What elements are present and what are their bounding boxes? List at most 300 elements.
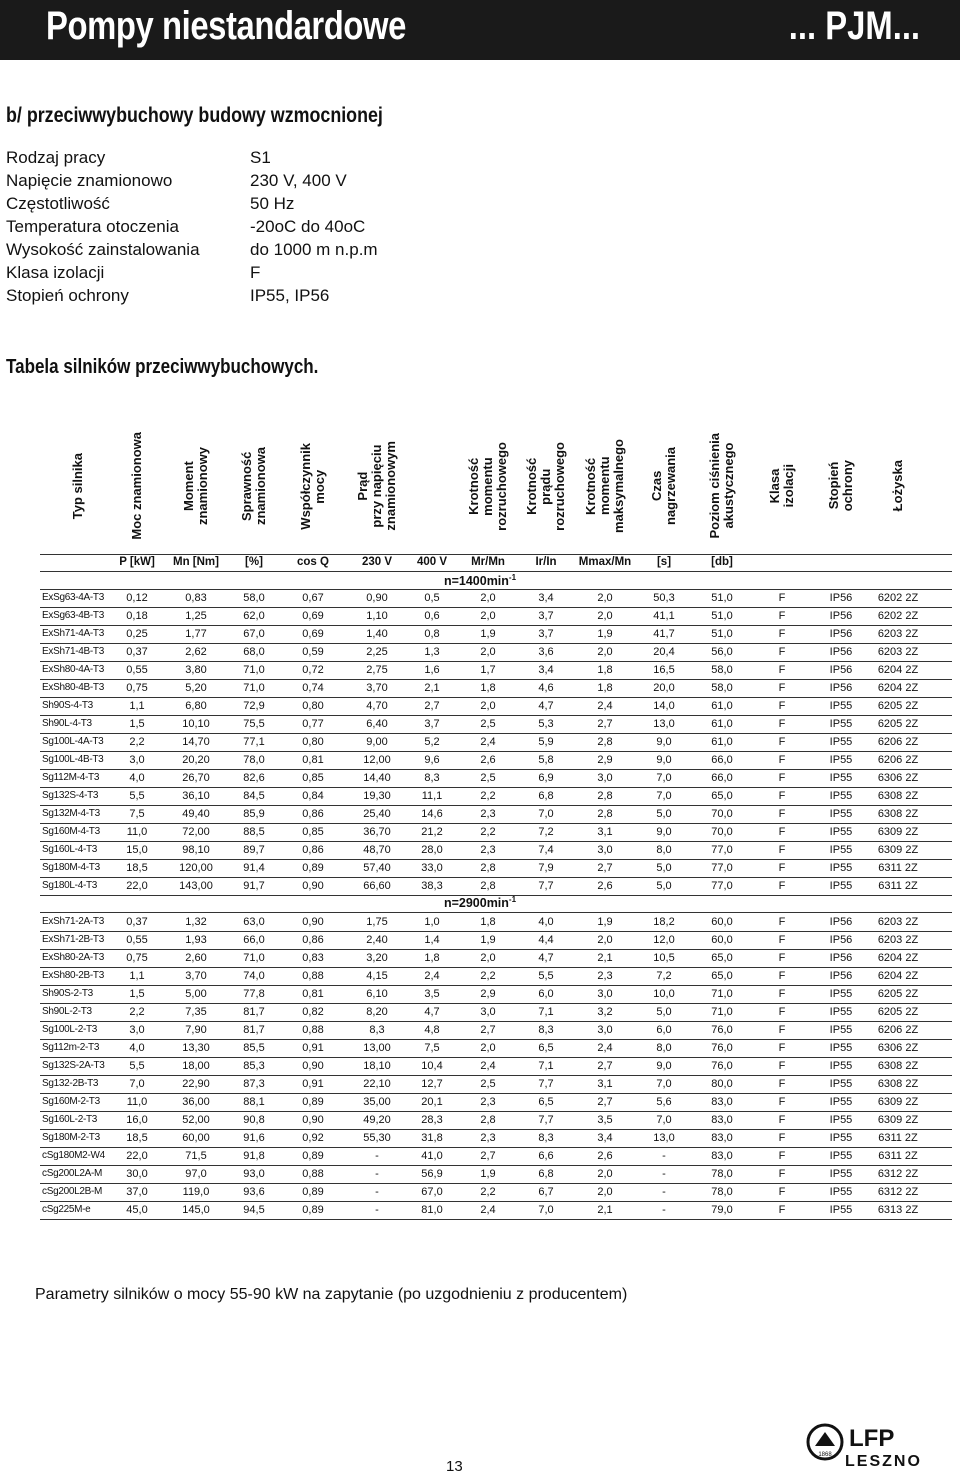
table-cell: 0,81 xyxy=(302,988,324,1000)
table-cell: 5,3 xyxy=(538,718,554,730)
spec-label: Klasa izolacji xyxy=(6,263,105,282)
table-cell: 77,0 xyxy=(711,862,733,874)
table-cell: 3,0 xyxy=(597,772,613,784)
table-row xyxy=(0,625,960,643)
table-cell: 6,0 xyxy=(538,988,554,1000)
table-cell: 1,75 xyxy=(366,916,388,928)
table-cell: 3,0 xyxy=(597,988,613,1000)
table-cell: 9,0 xyxy=(656,1060,672,1072)
table-cell: F xyxy=(778,1078,786,1090)
table-cell: 85,5 xyxy=(243,1042,265,1054)
table-cell: 0,83 xyxy=(185,592,207,604)
table-cell: 20,20 xyxy=(182,754,210,766)
table-cell: 6,8 xyxy=(538,790,554,802)
table-row xyxy=(0,823,960,841)
table-cell: 77,0 xyxy=(711,844,733,856)
table-cell: 81,0 xyxy=(421,1204,443,1216)
table-cell: 51,0 xyxy=(711,610,733,622)
table-cell: 2,0 xyxy=(597,610,613,622)
table-row xyxy=(0,1129,960,1147)
table-cell: 14,40 xyxy=(363,772,391,784)
table-cell: 1,1 xyxy=(129,970,145,982)
table-cell: 0,5 xyxy=(424,592,440,604)
table-cell: F xyxy=(778,1132,786,1144)
table-cell: 6,5 xyxy=(538,1042,554,1054)
table-cell: 89,7 xyxy=(243,844,265,856)
column-header-label: Poziom ciśnienia akustycznego xyxy=(707,433,736,539)
table-cell: - xyxy=(375,1204,379,1216)
table-cell: 7,0 xyxy=(656,1114,672,1126)
table-row xyxy=(0,877,960,895)
table-cell: 2,2 xyxy=(480,826,496,838)
motor-type-cell: ExSh71-2A-T3 xyxy=(42,916,104,927)
table-cell: 1,9 xyxy=(480,1168,496,1180)
table-cell: 7,7 xyxy=(538,1114,554,1126)
table-cell: 79,0 xyxy=(711,1204,733,1216)
table-cell: 1,9 xyxy=(480,628,496,640)
spec-row xyxy=(6,261,378,284)
table-cell: IP56 xyxy=(829,592,853,604)
table-cell: 88,1 xyxy=(243,1096,265,1108)
table-cell: 0,88 xyxy=(302,1168,324,1180)
table-row xyxy=(0,1021,960,1039)
table-cell: 0,86 xyxy=(302,808,324,820)
table-cell: 49,40 xyxy=(182,808,210,820)
table-cell: 11,0 xyxy=(126,1096,148,1108)
table-cell: 2,3 xyxy=(480,1096,496,1108)
table-cell: IP56 xyxy=(829,628,853,640)
column-header-label: Moment znamionowy xyxy=(181,446,210,525)
table-cell: 97,0 xyxy=(185,1168,207,1180)
table-cell: 38,3 xyxy=(421,880,443,892)
table-cell: 85,3 xyxy=(243,1060,265,1072)
motor-type-cell: cSg200L2A-M xyxy=(42,1168,103,1179)
table-cell: 67,0 xyxy=(243,628,265,640)
table-cell: 0,69 xyxy=(302,628,324,640)
table-cell: 72,9 xyxy=(243,700,265,712)
table-cell: F xyxy=(778,970,786,982)
table-cell: 6311 2Z xyxy=(878,1132,918,1144)
motor-type-cell: ExSh80-4A-T3 xyxy=(42,664,104,675)
table-cell: IP55 xyxy=(829,1096,853,1108)
table-row xyxy=(0,985,960,1003)
table-cell: F xyxy=(778,826,786,838)
table-cell: IP55 xyxy=(829,1186,853,1198)
table-cell: 3,7 xyxy=(538,628,554,640)
table-cell: F xyxy=(778,934,786,946)
table-cell: 3,1 xyxy=(597,1078,613,1090)
table-cell: 72,00 xyxy=(182,826,210,838)
table-row xyxy=(0,769,960,787)
unit-label: P [kW] xyxy=(119,556,155,568)
table-cell: 1,93 xyxy=(185,934,207,946)
spec-label: Stopień ochrony xyxy=(6,286,129,305)
table-cell: 21,2 xyxy=(421,826,443,838)
table-cell: 7,5 xyxy=(129,808,145,820)
table-row xyxy=(0,589,960,607)
table-cell: 76,0 xyxy=(711,1060,733,1072)
table-cell: 1,5 xyxy=(129,988,145,1000)
table-cell: 52,00 xyxy=(182,1114,210,1126)
table-cell: F xyxy=(778,1024,786,1036)
table-cell: F xyxy=(778,1186,786,1198)
table-cell: 6311 2Z xyxy=(878,862,918,874)
table-cell: 2,7 xyxy=(597,1060,613,1072)
table-cell: 6312 2Z xyxy=(877,1168,919,1180)
table-cell: 6308 2Z xyxy=(877,808,919,820)
table-cell: 71,0 xyxy=(243,664,265,676)
table-cell: 5,5 xyxy=(538,970,554,982)
table-cell: 6,0 xyxy=(656,1024,672,1036)
table-cell: 66,0 xyxy=(243,934,265,946)
unit-label: cos Q xyxy=(297,556,329,568)
table-cell: 2,4 xyxy=(424,970,440,982)
table-cell: 6203 2Z xyxy=(877,646,919,658)
table-cell: 7,4 xyxy=(538,844,554,856)
table-cell: 48,70 xyxy=(363,844,391,856)
table-cell: 83,0 xyxy=(711,1150,733,1162)
table-cell: 3,0 xyxy=(129,754,145,766)
table-cell: F xyxy=(778,772,786,784)
table-cell: 77,1 xyxy=(243,736,265,748)
table-cell: 4,0 xyxy=(538,916,554,928)
table-cell: 1,9 xyxy=(480,934,496,946)
column-header-label: Moc znamionowa xyxy=(129,432,144,540)
table-cell: 7,35 xyxy=(185,1006,207,1018)
table-row xyxy=(0,643,960,661)
spec-row xyxy=(6,192,378,215)
column-header xyxy=(516,418,576,554)
table-cell: 57,40 xyxy=(363,862,391,874)
table-cell: 7,0 xyxy=(129,1078,145,1090)
table-cell: 8,3 xyxy=(424,772,440,784)
table-cell: 2,60 xyxy=(185,952,207,964)
spec-value: do 1000 m n.p.m xyxy=(250,240,378,259)
table-cell: 66,60 xyxy=(363,880,391,892)
table-cell: 0,86 xyxy=(302,934,324,946)
table-cell: 35,00 xyxy=(363,1096,391,1108)
spec-value: 230 V, 400 V xyxy=(250,171,347,190)
table-cell: 0,90 xyxy=(302,880,324,892)
table-cell: 0,84 xyxy=(302,790,324,802)
table-cell: 0,80 xyxy=(302,736,324,748)
table-row xyxy=(0,661,960,679)
motor-type-cell: Sg100L-4A-T3 xyxy=(42,736,104,747)
table-cell: 6306 2Z xyxy=(877,1042,919,1054)
table-cell: 1,32 xyxy=(185,916,207,928)
table-cell: 7,1 xyxy=(538,1060,554,1072)
motor-type-cell: ExSh80-4B-T3 xyxy=(42,682,104,693)
table-cell: 62,0 xyxy=(243,610,265,622)
table-cell: 22,90 xyxy=(182,1078,210,1090)
table-cell: 93,0 xyxy=(243,1168,265,1180)
table-cell: 13,30 xyxy=(182,1042,210,1054)
unit-label: [%] xyxy=(245,556,263,568)
table-cell: 4,15 xyxy=(366,970,388,982)
table-cell: 7,0 xyxy=(656,1078,672,1090)
table-cell: 41,1 xyxy=(653,610,675,622)
table-cell: F xyxy=(778,754,786,766)
table-cell: 8,0 xyxy=(656,1042,672,1054)
table-cell: 77,8 xyxy=(243,988,265,1000)
table-cell: 18,5 xyxy=(126,862,148,874)
table-cell: - xyxy=(375,1168,379,1180)
motor-type-cell: Sg132M-4-T3 xyxy=(42,808,100,819)
table-cell: 10,10 xyxy=(182,718,210,730)
table-row xyxy=(0,1003,960,1021)
table-cell: 0,89 xyxy=(302,1204,324,1216)
column-header xyxy=(458,418,518,554)
table-cell: 6308 2Z xyxy=(877,1078,919,1090)
table-cell: 0,55 xyxy=(126,934,148,946)
table-cell: 3,7 xyxy=(424,718,440,730)
table-cell: 65,0 xyxy=(711,790,733,802)
table-cell: 25,40 xyxy=(363,808,391,820)
table-cell: 2,9 xyxy=(597,754,613,766)
table-cell: 6,10 xyxy=(366,988,388,1000)
table-cell: 1,9 xyxy=(597,916,613,928)
table-row xyxy=(0,931,960,949)
column-header-label: Typ silnika xyxy=(70,452,85,520)
table-cell: 0,89 xyxy=(302,1150,324,1162)
table-cell: IP55 xyxy=(829,700,853,712)
table-cell: 2,4 xyxy=(480,736,496,748)
table-cell: IP56 xyxy=(829,916,853,928)
table-cell: 70,0 xyxy=(711,826,733,838)
table-cell: IP55 xyxy=(829,1006,853,1018)
table-cell: 3,5 xyxy=(424,988,440,1000)
table-cell: 6203 2Z xyxy=(877,916,919,928)
table-cell: 28,0 xyxy=(421,844,443,856)
table-cell: IP55 xyxy=(829,1150,853,1162)
table-cell: 88,5 xyxy=(243,826,265,838)
table-cell: 65,0 xyxy=(711,970,733,982)
table-row xyxy=(0,967,960,985)
spec-value: -20oC do 40oC xyxy=(250,217,366,236)
table-cell: 31,8 xyxy=(421,1132,443,1144)
table-cell: 2,6 xyxy=(597,880,613,892)
table-cell: - xyxy=(375,1186,379,1198)
table-cell: 75,5 xyxy=(243,718,265,730)
column-header-label: Stopień ochrony xyxy=(826,460,855,512)
table-cell: 0,91 xyxy=(302,1078,324,1090)
table-cell: 9,0 xyxy=(656,736,672,748)
table-cell: IP55 xyxy=(829,880,853,892)
table-cell: 2,0 xyxy=(597,934,613,946)
table-cell: 8,0 xyxy=(656,844,672,856)
table-cell: F xyxy=(778,844,786,856)
table-cell: 76,0 xyxy=(711,1024,733,1036)
table-cell: 84,5 xyxy=(243,790,265,802)
table-cell: 55,30 xyxy=(363,1132,391,1144)
table-row xyxy=(0,679,960,697)
table-cell: F xyxy=(778,862,786,874)
table-cell: 2,3 xyxy=(597,970,613,982)
table-cell: - xyxy=(662,1150,666,1162)
spec-value: IP55, IP56 xyxy=(250,286,330,305)
table-cell: 6204 2Z xyxy=(877,970,919,982)
table-cell: 7,9 xyxy=(538,862,554,874)
table-cell: 3,70 xyxy=(366,682,388,694)
table-cell: 71,5 xyxy=(185,1150,207,1162)
page-title: Pompy niestandardowe xyxy=(46,4,406,48)
table-cell: 3,80 xyxy=(185,664,207,676)
unit-label: Mr/Mn xyxy=(471,556,505,568)
spec-list xyxy=(6,146,378,307)
column-header-label: Krotność momentu maksymalnego xyxy=(583,439,626,533)
column-header xyxy=(107,418,167,554)
table-cell: 5,8 xyxy=(538,754,554,766)
table-cell: 6309 2Z xyxy=(877,1114,919,1126)
table-cell: 5,0 xyxy=(656,1006,672,1018)
table-cell: 1,7 xyxy=(480,664,496,676)
motor-type-cell: Sh90S-4-T3 xyxy=(42,700,93,711)
table-cell: 2,2 xyxy=(480,1186,496,1198)
table-cell: 1,6 xyxy=(424,664,440,676)
table-cell: 1,4 xyxy=(424,934,440,946)
column-header xyxy=(811,418,871,554)
table-cell: 6202 2Z xyxy=(877,592,919,604)
table-cell: 3,20 xyxy=(366,952,388,964)
table-cell: 13,00 xyxy=(363,1042,391,1054)
table-cell: 5,0 xyxy=(656,862,672,874)
table-row xyxy=(0,733,960,751)
table-cell: 36,10 xyxy=(182,790,210,802)
table-cell: 3,1 xyxy=(597,826,613,838)
table-cell: 5,5 xyxy=(129,1060,145,1072)
table-cell: 87,3 xyxy=(243,1078,265,1090)
table-cell: 1,8 xyxy=(597,682,613,694)
table-cell: 6204 2Z xyxy=(877,664,919,676)
spec-row xyxy=(6,284,378,307)
table-cell: F xyxy=(778,808,786,820)
table-cell: 0,85 xyxy=(302,772,324,784)
table-cell: 3,0 xyxy=(597,844,613,856)
table-cell: 18,10 xyxy=(363,1060,391,1072)
table-cell: 4,0 xyxy=(129,1042,145,1054)
table-cell: 1,10 xyxy=(366,610,388,622)
table-cell: - xyxy=(662,1186,666,1198)
column-header xyxy=(575,418,635,554)
table-cell: IP56 xyxy=(829,664,853,676)
table-cell: 2,2 xyxy=(480,790,496,802)
table-cell: 2,8 xyxy=(480,1114,496,1126)
table-cell: 0,85 xyxy=(302,826,324,838)
table-cell: 2,6 xyxy=(597,1150,613,1162)
table-cell: 0,86 xyxy=(302,844,324,856)
table-cell: 0,74 xyxy=(302,682,324,694)
table-cell: 0,67 xyxy=(302,592,324,604)
table-cell: 30,0 xyxy=(126,1168,148,1180)
unit-label: [db] xyxy=(711,556,733,568)
table-cell: 19,30 xyxy=(363,790,391,802)
speed-heading-exponent: -1 xyxy=(508,895,517,904)
table-cell: 58,0 xyxy=(243,592,265,604)
table-cell: 36,00 xyxy=(182,1096,210,1108)
table-cell: 2,7 xyxy=(597,1096,613,1108)
table-cell: 2,2 xyxy=(129,736,145,748)
table-rule xyxy=(40,571,952,572)
table-cell: 94,5 xyxy=(243,1204,265,1216)
table-cell: 20,1 xyxy=(421,1096,443,1108)
table-row xyxy=(0,1201,960,1219)
table-cell: 9,0 xyxy=(656,754,672,766)
table-cell: 7,0 xyxy=(656,790,672,802)
table-cell: 7,0 xyxy=(656,772,672,784)
motor-type-cell: Sg160M-2-T3 xyxy=(42,1096,100,1107)
motor-type-cell: Sh90S-2-T3 xyxy=(42,988,93,999)
table-cell: IP55 xyxy=(829,988,853,1000)
table-cell: 1,8 xyxy=(597,664,613,676)
table-row xyxy=(0,949,960,967)
table-cell: 2,8 xyxy=(597,790,613,802)
table-cell: 6203 2Z xyxy=(877,628,919,640)
column-header xyxy=(692,418,752,554)
table-cell: 76,0 xyxy=(711,1042,733,1054)
table-cell: 5,00 xyxy=(185,988,207,1000)
table-cell: F xyxy=(778,988,786,1000)
table-cell: 2,9 xyxy=(480,988,496,1000)
table-cell: 82,6 xyxy=(243,772,265,784)
table-cell: F xyxy=(778,952,786,964)
motor-type-cell: cSg180M2-W4 xyxy=(42,1150,105,1161)
table-title: Tabela silników przeciwwybuchowych. xyxy=(6,356,319,378)
table-cell: 0,37 xyxy=(126,916,148,928)
column-header-label: Krotność momentu rozruchowego xyxy=(466,441,509,531)
spec-label: Częstotliwość xyxy=(6,194,110,213)
table-cell: 0,83 xyxy=(302,952,324,964)
table-cell: 6,8 xyxy=(538,1168,554,1180)
motor-type-cell: ExSg63-4B-T3 xyxy=(42,610,104,621)
table-cell: F xyxy=(778,1150,786,1162)
table-cell: 70,0 xyxy=(711,808,733,820)
table-cell: 16,0 xyxy=(126,1114,148,1126)
motor-type-cell: Sg132S-2A-T3 xyxy=(42,1060,105,1071)
table-cell: 41,7 xyxy=(653,628,675,640)
column-header xyxy=(634,418,694,554)
table-row xyxy=(0,607,960,625)
table-cell: IP55 xyxy=(829,736,853,748)
table-cell: 91,4 xyxy=(243,862,265,874)
table-cell: 2,4 xyxy=(480,1060,496,1072)
table-cell: 91,7 xyxy=(243,880,265,892)
table-cell: 50,3 xyxy=(653,592,675,604)
table-cell: 5,5 xyxy=(129,790,145,802)
table-cell: 7,7 xyxy=(538,880,554,892)
table-cell: 0,75 xyxy=(126,682,148,694)
table-cell: 0,90 xyxy=(366,592,388,604)
unit-label: Ir/In xyxy=(535,556,557,568)
table-cell: 51,0 xyxy=(711,592,733,604)
table-cell: 6202 2Z xyxy=(877,610,919,622)
speed-heading-exponent: -1 xyxy=(508,573,517,582)
table-cell: 2,1 xyxy=(597,952,613,964)
table-cell: 6,7 xyxy=(538,1186,554,1198)
table-cell: 5,6 xyxy=(656,1096,672,1108)
table-cell: 0,90 xyxy=(302,916,324,928)
header-bar xyxy=(0,0,960,60)
table-cell: 2,0 xyxy=(480,610,496,622)
table-cell: 2,0 xyxy=(480,952,496,964)
table-cell: 6206 2Z xyxy=(877,1024,919,1036)
table-cell: 0,82 xyxy=(302,1006,324,1018)
table-cell: 2,8 xyxy=(597,736,613,748)
table-row xyxy=(0,787,960,805)
table-cell: 1,1 xyxy=(129,700,145,712)
motor-type-cell: Sg180L-4-T3 xyxy=(42,880,98,891)
table-cell: 2,0 xyxy=(597,1186,613,1198)
table-cell: 12,0 xyxy=(653,934,675,946)
